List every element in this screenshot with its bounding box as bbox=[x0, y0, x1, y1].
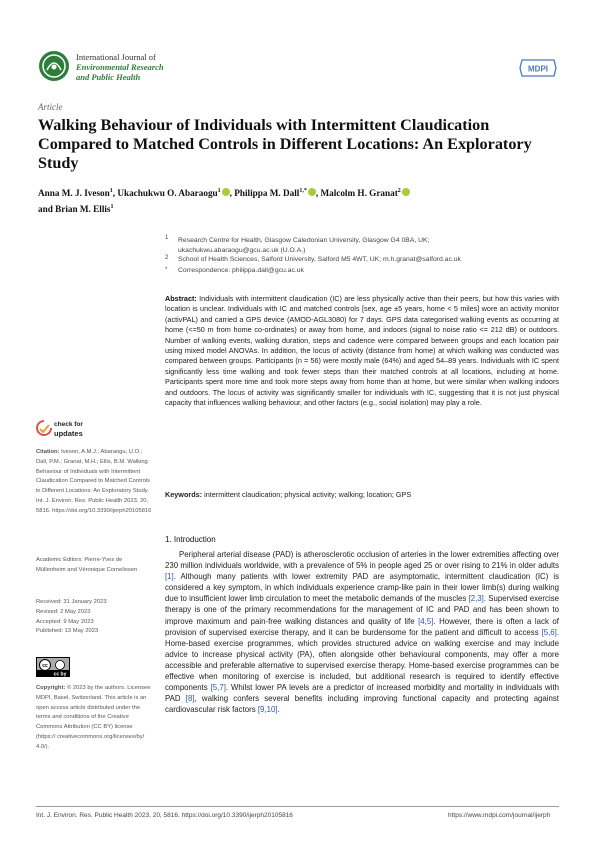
reference-link[interactable]: [5,7] bbox=[210, 683, 226, 693]
introduction-paragraph: Peripheral arterial disease (PAD) is atherosclerotic occlusion of arteries in the lower extremities affecting over 230 million individuals worldwide, with a prevalence of 5% in people aged 25 or over rising to 21% in older adults [1]. Although many patients with lower extremity PAD are asymptomatic, intermittent claudication (IC) is considered a key symptom, in which individuals experience cramp-like pain in their lower limb(s) during walking due to insufficient lower limb circulation to meet the metabolic demands of the muscles [2,3]. Supervised exercise therapy is one of the primary recommendations for the management of IC and PAD and has been shown to improve maximum and pain-free walking distances and quality of life [4,5]. However, there is often a lack of provision of supervised exercise therapy, and it can be burdensome for the patient and difficult to access [5,6]. Home-based exercise programmes, which provides structured advice on walking exercise and may include advice to increase physical activity (PA), often alongside other behavioural components, may offer a more accessible and preferable alternative to supervised exercise therapy. Home-based exercise programmes can be effective when monitoring of exercise is included, but additional research is required to identify effective components [5,7]. Whilst lower PA levels are a predictor of increased morbidity and mortality in individuals with PAD [8], walking confers several benefits including improving functional capacity and protecting against cardiovascular risk factors [9,10]. bbox=[165, 550, 559, 715]
reference-link[interactable]: [5,6] bbox=[541, 627, 557, 637]
received-date: Received: 31 January 2023 bbox=[36, 599, 107, 605]
svg-text:cc: cc bbox=[42, 663, 48, 669]
reference-link[interactable]: [8] bbox=[185, 694, 195, 704]
reference-link[interactable]: [1] bbox=[165, 572, 174, 582]
section-heading: 1. Introduction bbox=[165, 535, 216, 544]
keywords bbox=[165, 490, 559, 499]
keywords-text: intermittent claudication; physical activity; walking; location; GPS bbox=[204, 490, 412, 499]
article-type-label: Article bbox=[38, 102, 63, 112]
cc-by-license-icon[interactable] bbox=[36, 657, 70, 677]
journal-name-line1: International Journal of bbox=[76, 52, 156, 62]
orcid-icon[interactable] bbox=[308, 188, 316, 196]
check-updates-line2[interactable]: updates bbox=[54, 429, 83, 438]
article-title: Walking Behaviour of Individuals with Intermittent Claudication Compared to Matched Controls in Different Locations: An Exploratory Study bbox=[38, 116, 532, 172]
dates-block bbox=[36, 598, 152, 637]
orcid-icon[interactable] bbox=[222, 188, 230, 196]
check-for-updates-icon[interactable] bbox=[36, 420, 52, 438]
affiliation-number: 1 bbox=[165, 235, 169, 241]
mdpi-logo-text: MDPI bbox=[528, 64, 548, 74]
author-name[interactable]: Philippa M. Dall bbox=[234, 188, 300, 199]
keywords-label: Keywords: bbox=[165, 490, 203, 499]
affiliation-number: 2 bbox=[165, 255, 169, 261]
journal-name-line2: Environmental Research bbox=[76, 62, 164, 72]
revised-date: Revised: 2 May 2023 bbox=[36, 608, 91, 615]
copyright-text: © 2023 by the authors. Licensee MDPI, Basel, Switzerland. This article is an open access article distributed under the terms and conditions of the Creative Commons Attribution (CC BY) license (https:// creativecommons.org/licenses/by/ 4.0/). bbox=[36, 685, 151, 750]
reference-link[interactable]: [2,3] bbox=[468, 594, 484, 604]
citation-label: Citation: bbox=[36, 449, 60, 455]
citation-block bbox=[36, 448, 152, 517]
check-updates-line1[interactable]: check for bbox=[54, 421, 83, 428]
journal-logo-icon bbox=[38, 50, 70, 82]
author-name[interactable]: Brian M. Ellis bbox=[55, 204, 111, 215]
footer-journal-url[interactable]: https://www.mdpi.com/journal/ijerph bbox=[448, 812, 551, 819]
citation-text: Iveson, A.M.J.; Abaraogu, U.O.; Dall, P.M.; Granat, M.H.; Ellis, B.M. Walking Behaviour of Individuals with Intermittent Claudication Compared to Matched Controls in Different Locations: An Exploratory Study. Int. J. Environ. Res. Public Health 2023, 20, 5816. https://doi.org/10.3390/ijerph20105816 bbox=[36, 449, 152, 514]
author-name[interactable]: Anna M. J. Iveson bbox=[38, 188, 110, 199]
accepted-date: Accepted: 9 May 2023 bbox=[36, 618, 94, 625]
author-name[interactable]: Ukachukwu O. Abaraogu bbox=[117, 188, 218, 199]
abstract-text: Individuals with intermittent claudication (IC) are less physically active than their peers, but how this varies with location is unclear. Individuals with IC and matched controls [sex, age ±5 years, home < 5 miles] wore an activity monitor (activPAL) and carried a GPS device (AMOD-AGL3080) for 7 days. GPS data categorised walking events as occurring at home (<=50 m from home co-ordinates) or away from home, and indoors (signal to noise ratio <= 212 dB) or outdoors. Number of walking events, walking duration, steps and cadence were compared between groups and each location pair using mixed model ANOVAs. In addition, the locus of activity (distance from home) at which walking was conducted was compared between groups. Participants (n = 56) were mostly male (64%) and aged 54–89 years. Individuals with IC spent significantly less time walking and took fewer steps than their matched controls at all locations, including at home. Participants spent more time and took more steps away from home than at home, but were similar when walking indoors and outdoors. The locus of activity was significantly smaller for individuals with IC, suggesting that it is not just physical capacity that influences walking behaviour, and other factors (e.g., social isolation) may play a role. bbox=[165, 294, 559, 408]
affiliation-2: School of Health Sciences, Salford University, Salford M5 4WT, UK; m.h.granat@salford.ac.uk bbox=[178, 256, 461, 263]
author-name[interactable]: Malcolm H. Granat bbox=[320, 188, 398, 199]
copyright-label: Copyright: bbox=[36, 685, 66, 691]
reference-link[interactable]: [4,5] bbox=[418, 616, 434, 626]
footer-divider bbox=[36, 806, 559, 807]
copyright-block bbox=[36, 684, 152, 753]
orcid-icon[interactable] bbox=[402, 188, 410, 196]
mdpi-logo-icon bbox=[518, 58, 558, 78]
abstract bbox=[165, 294, 559, 408]
published-date: Published: 13 May 2023 bbox=[36, 628, 99, 635]
cc-badge-text: cc by bbox=[53, 671, 67, 677]
journal-name-line3: and Public Health bbox=[76, 72, 141, 82]
correspondence: Correspondence: philippa.dall@gcu.ac.uk bbox=[178, 267, 304, 274]
affiliation-1: Research Centre for Health, Glasgow Caledonian University, Glasgow G4 0BA, UK; ukachukwu.abaraogu@gcu.ac.uk (U.O.A.) bbox=[178, 237, 430, 254]
reference-link[interactable]: [9,10] bbox=[257, 705, 278, 715]
academic-editors: Academic Editors: Pierre-Yves de Müllenheim and Véronique Cornelissen bbox=[36, 557, 138, 573]
author-list: Anna M. J. Iveson$^1$, Ukachukwu O. Abaraogu$^1$ , Philippa M. Dall$^{1,*}$ , Malcolm H. Granat$^2$ and Brian M. Ellis$^1$ bbox=[38, 184, 558, 216]
footer-citation[interactable]: Int. J. Environ. Res. Public Health 2023, 20, 5816. https://doi.org/10.3390/ijerph20105816 bbox=[36, 812, 293, 819]
affiliation-number: * bbox=[165, 267, 168, 273]
abstract-label: Abstract: bbox=[165, 294, 197, 303]
